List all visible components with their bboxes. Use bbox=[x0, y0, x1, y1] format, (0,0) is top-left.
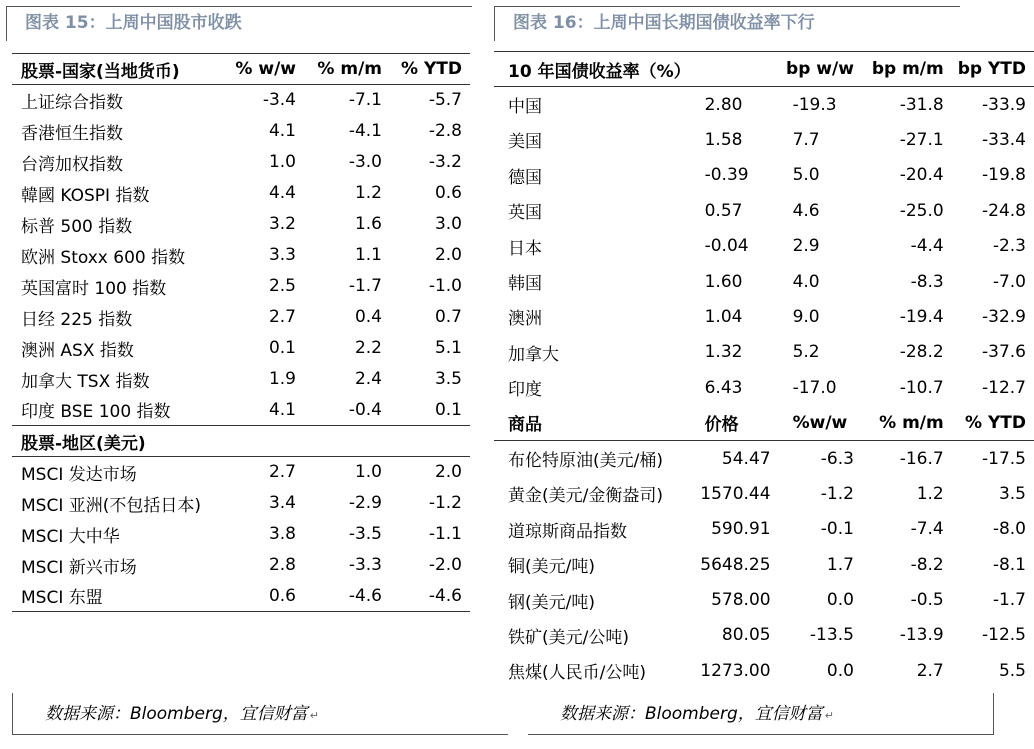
row-label: 英国富时 100 指数 bbox=[21, 278, 167, 299]
table-header bbox=[12, 54, 470, 85]
table-row bbox=[494, 547, 1034, 582]
table-cell: % m/m bbox=[862, 405, 952, 440]
table-cell: -0.1 bbox=[820, 519, 854, 540]
table-cell: 7.7 bbox=[792, 129, 820, 150]
table-row bbox=[12, 550, 470, 581]
table-cell: 价格 bbox=[691, 405, 779, 440]
table-cell: bp m/m bbox=[862, 52, 952, 87]
table-cell: -19.8 bbox=[982, 165, 1026, 186]
table-row bbox=[12, 85, 470, 116]
row-label: 印度 BSE 100 指数 bbox=[12, 395, 222, 426]
table-cell: -32.9 bbox=[982, 306, 1026, 327]
row-label: 韩国 bbox=[508, 274, 542, 295]
table-cell: -2.3 bbox=[992, 236, 1026, 257]
table-row bbox=[12, 488, 470, 519]
table-row bbox=[12, 116, 470, 147]
row-label: 10 年国债收益率（%） bbox=[494, 52, 691, 87]
table-cell bbox=[691, 52, 779, 87]
row-label: 加拿大 TSX 指数 bbox=[21, 371, 150, 392]
table-cell: 1.60 bbox=[704, 271, 743, 292]
table-cell: 0.7 bbox=[434, 307, 462, 327]
table-cell: -1.0 bbox=[428, 276, 462, 296]
row-label: 韓國 KOSPI 指数 bbox=[21, 185, 150, 206]
table-cell: 3.8 bbox=[268, 524, 296, 544]
table-cell: -24.8 bbox=[982, 200, 1026, 221]
paragraph-mark-icon: ↵ bbox=[309, 709, 319, 722]
table-header bbox=[494, 405, 1034, 440]
table-cell: 1.7 bbox=[826, 554, 854, 575]
table-row bbox=[494, 87, 1034, 122]
table-cell: -13.5 bbox=[809, 625, 854, 646]
row-label: 日本 bbox=[508, 238, 542, 259]
row-label: MSCI 东盟 bbox=[12, 581, 222, 612]
table-cell: -7.4 bbox=[910, 519, 944, 540]
table-row bbox=[12, 364, 470, 395]
table-cell: % w/w bbox=[222, 54, 304, 85]
row-label: 道琼斯商品指数 bbox=[508, 521, 627, 542]
row-label: 加拿大 bbox=[508, 344, 559, 365]
table-cell: 3.5 bbox=[434, 369, 462, 389]
table-row bbox=[12, 581, 470, 612]
table-cell: 2.7 bbox=[268, 307, 296, 327]
table-cell: -4.6 bbox=[304, 581, 390, 612]
table-row bbox=[12, 271, 470, 302]
table-cell: 1.32 bbox=[704, 342, 743, 363]
table-cell: -0.04 bbox=[704, 236, 749, 257]
table-cell: -6.3 bbox=[820, 448, 854, 469]
table-cell: -0.4 bbox=[304, 395, 390, 426]
table-cell: 4.6 bbox=[792, 200, 820, 221]
table-cell: -33.9 bbox=[982, 94, 1026, 115]
row-label: MSCI 大中华 bbox=[21, 526, 120, 547]
table-row bbox=[494, 335, 1034, 370]
table-row bbox=[494, 193, 1034, 228]
table-cell: -3.2 bbox=[428, 152, 462, 172]
table-cell: -8.1 bbox=[992, 554, 1026, 575]
table-cell: -3.3 bbox=[348, 555, 382, 575]
table-row bbox=[494, 582, 1034, 617]
table-cell: 2.0 bbox=[434, 245, 462, 265]
row-label: 黄金(美元/金衡盎司) bbox=[508, 486, 663, 507]
table-cell: 2.9 bbox=[792, 236, 820, 257]
table-row bbox=[12, 147, 470, 178]
row-label: 焦煤(人民币/公吨) bbox=[508, 663, 646, 684]
table-cell: 2.0 bbox=[434, 462, 462, 483]
table-cell: 5.0 bbox=[792, 165, 820, 186]
table-cell: 5.1 bbox=[434, 338, 462, 358]
table-cell: -12.7 bbox=[982, 377, 1026, 398]
table-cell: 4.0 bbox=[792, 271, 820, 292]
table-row bbox=[494, 618, 1034, 653]
section-header bbox=[12, 426, 470, 457]
table-row bbox=[12, 302, 470, 333]
table-cell: -19.4 bbox=[899, 306, 944, 327]
table-row bbox=[12, 178, 470, 209]
table-cell: -3.4 bbox=[262, 90, 296, 111]
table-cell: -8.3 bbox=[910, 271, 944, 292]
table-row bbox=[494, 228, 1034, 263]
table-cell: -1.2 bbox=[428, 493, 462, 513]
row-label: MSCI 亚洲(不包括日本) bbox=[21, 495, 202, 516]
table-cell: 5.2 bbox=[792, 342, 820, 363]
row-label: 印度 bbox=[508, 380, 542, 401]
table-cell: 1.04 bbox=[704, 306, 743, 327]
table-row bbox=[494, 264, 1034, 299]
table-cell: -1.7 bbox=[348, 276, 382, 296]
table-cell: 3.0 bbox=[434, 214, 462, 234]
table-cell: 2.7 bbox=[268, 462, 296, 483]
table-cell: -17.0 bbox=[792, 377, 837, 398]
table-cell: 4.4 bbox=[268, 183, 296, 203]
table-cell: -1.7 bbox=[992, 590, 1026, 611]
table-cell: -7.1 bbox=[348, 90, 382, 111]
table-cell: -31.8 bbox=[899, 94, 944, 115]
table-cell: 1.6 bbox=[354, 214, 382, 234]
row-label: 欧洲 Stoxx 600 指数 bbox=[21, 247, 186, 268]
table-cell: 1.58 bbox=[704, 129, 743, 150]
table-cell: -4.1 bbox=[348, 121, 382, 141]
row-label: 英国 bbox=[508, 203, 542, 224]
table-row bbox=[494, 158, 1034, 193]
row-label: 美国 bbox=[508, 132, 542, 153]
table-cell: 3.2 bbox=[268, 214, 296, 234]
table-row bbox=[12, 395, 470, 426]
right-source: 数据来源：Bloomberg，宜信财富 ↵ bbox=[528, 693, 994, 735]
row-label: MSCI 新兴市场 bbox=[21, 557, 137, 578]
table-cell: 2.4 bbox=[354, 369, 382, 389]
table-cell: 2.8 bbox=[268, 555, 296, 575]
row-label: MSCI 发达市场 bbox=[21, 464, 137, 485]
table-cell: -25.0 bbox=[899, 200, 944, 221]
table-cell: -19.3 bbox=[792, 94, 837, 115]
table-cell: 4.1 bbox=[268, 121, 296, 141]
table-cell: -28.2 bbox=[899, 342, 944, 363]
table-cell: -4.6 bbox=[390, 581, 470, 612]
table-cell: -12.5 bbox=[982, 625, 1026, 646]
row-label: 上证综合指数 bbox=[21, 92, 123, 113]
table-cell: -2.8 bbox=[428, 121, 462, 141]
table-cell: -16.7 bbox=[899, 448, 944, 469]
table-cell: -8.2 bbox=[910, 554, 944, 575]
table-cell: 0.0 bbox=[826, 590, 854, 611]
table-cell: 0.6 bbox=[222, 581, 304, 612]
table-cell: 0.57 bbox=[704, 200, 743, 221]
right-title: 图表 16：上周中国长期国债收益率下行 bbox=[494, 6, 960, 41]
table-row bbox=[12, 519, 470, 550]
table-row bbox=[12, 209, 470, 240]
table-cell: -1.2 bbox=[820, 483, 854, 504]
table-cell: 3.4 bbox=[268, 493, 296, 513]
paragraph-mark-icon: ↵ bbox=[824, 709, 834, 722]
table-cell: -0.5 bbox=[910, 590, 944, 611]
table-cell: 0.1 bbox=[268, 338, 296, 358]
row-label: 台湾加权指数 bbox=[21, 154, 123, 175]
table-cell: 578.00 bbox=[711, 590, 771, 611]
table-cell: bp YTD bbox=[952, 52, 1034, 87]
table-cell: -0.39 bbox=[704, 165, 749, 186]
table-cell: 1.2 bbox=[916, 483, 944, 504]
table-cell: 6.43 bbox=[704, 377, 743, 398]
left-source: 数据来源：Bloomberg，宜信财富 ↵ bbox=[12, 693, 508, 735]
table-cell: -1.1 bbox=[428, 524, 462, 544]
row-label: 商品 bbox=[494, 405, 691, 440]
table-cell: 2.80 bbox=[704, 94, 743, 115]
table-cell: 3.5 bbox=[998, 483, 1026, 504]
table-cell: -2.0 bbox=[428, 555, 462, 575]
table-cell: %w/w bbox=[779, 405, 862, 440]
table-cell: -3.5 bbox=[348, 524, 382, 544]
table-row bbox=[494, 441, 1034, 476]
left-title: 图表 15：上周中国股市收跌 bbox=[6, 6, 472, 41]
table-row bbox=[494, 476, 1034, 511]
table-cell: -7.0 bbox=[992, 271, 1026, 292]
row-label: 标普 500 指数 bbox=[21, 216, 133, 237]
table-row bbox=[494, 122, 1034, 157]
table-row bbox=[494, 653, 1034, 688]
table-cell: -37.6 bbox=[982, 342, 1026, 363]
table-cell: 1570.44 bbox=[700, 483, 771, 504]
table-cell: -13.9 bbox=[899, 625, 944, 646]
table-cell: 0.1 bbox=[390, 395, 470, 426]
table-row bbox=[494, 370, 1034, 405]
row-label: 香港恒生指数 bbox=[21, 123, 123, 144]
table-row bbox=[12, 457, 470, 488]
row-label: 澳洲 ASX 指数 bbox=[21, 340, 134, 361]
table-cell: % m/m bbox=[304, 54, 390, 85]
table-cell: % YTD bbox=[390, 54, 470, 85]
table-cell: 4.1 bbox=[222, 395, 304, 426]
row-label: 钢(美元/吨) bbox=[508, 592, 595, 613]
row-label: 中国 bbox=[508, 97, 542, 118]
table-cell: 1.2 bbox=[354, 183, 382, 203]
row-label: 德国 bbox=[508, 167, 542, 188]
table-cell: 0.4 bbox=[354, 307, 382, 327]
row-label: 铜(美元/吨) bbox=[508, 557, 595, 578]
table-cell: 80.05 bbox=[721, 625, 771, 646]
row-label: 日经 225 指数 bbox=[21, 309, 133, 330]
table-cell: -27.1 bbox=[899, 129, 944, 150]
table-cell: 1273.00 bbox=[700, 660, 771, 681]
bond-commodity-table bbox=[494, 51, 1034, 689]
table-cell: 54.47 bbox=[721, 448, 771, 469]
table-cell: 1.0 bbox=[354, 462, 382, 483]
table-cell: -8.0 bbox=[992, 519, 1026, 540]
table-cell: 9.0 bbox=[792, 306, 820, 327]
table-cell: % YTD bbox=[952, 405, 1034, 440]
row-label: 股票-国家(当地货币) bbox=[12, 54, 222, 85]
table-cell: 2.5 bbox=[268, 276, 296, 296]
table-cell: -5.7 bbox=[428, 90, 462, 111]
table-cell: 5648.25 bbox=[700, 554, 771, 575]
row-label: 布伦特原油(美元/桶) bbox=[508, 451, 663, 472]
table-cell: -2.9 bbox=[348, 493, 382, 513]
table-header bbox=[494, 52, 1034, 87]
equity-table bbox=[12, 53, 470, 612]
table-row bbox=[494, 299, 1034, 334]
section-header-label: 股票-地区(美元) bbox=[12, 426, 470, 457]
table-cell: 3.3 bbox=[268, 245, 296, 265]
table-cell: -17.5 bbox=[982, 448, 1026, 469]
table-cell: -3.0 bbox=[348, 152, 382, 172]
row-label: 铁矿(美元/公吨) bbox=[508, 627, 629, 648]
table-cell: 2.2 bbox=[354, 338, 382, 358]
table-row bbox=[12, 333, 470, 364]
table-cell: -10.7 bbox=[899, 377, 944, 398]
table-row bbox=[494, 512, 1034, 547]
table-cell: 590.91 bbox=[711, 519, 771, 540]
row-label: 澳洲 bbox=[508, 309, 542, 330]
table-cell: 5.5 bbox=[998, 660, 1026, 681]
table-cell: bp w/w bbox=[779, 52, 862, 87]
table-cell: 0.6 bbox=[434, 183, 462, 203]
table-row bbox=[12, 240, 470, 271]
table-cell: -20.4 bbox=[899, 165, 944, 186]
table-cell: -33.4 bbox=[982, 129, 1026, 150]
table-cell: 1.1 bbox=[354, 245, 382, 265]
table-cell: 1.0 bbox=[268, 152, 296, 172]
table-cell: 2.7 bbox=[916, 660, 944, 681]
table-cell: 0.0 bbox=[826, 660, 854, 681]
table-cell: -4.4 bbox=[910, 236, 944, 257]
table-cell: 1.9 bbox=[268, 369, 296, 389]
